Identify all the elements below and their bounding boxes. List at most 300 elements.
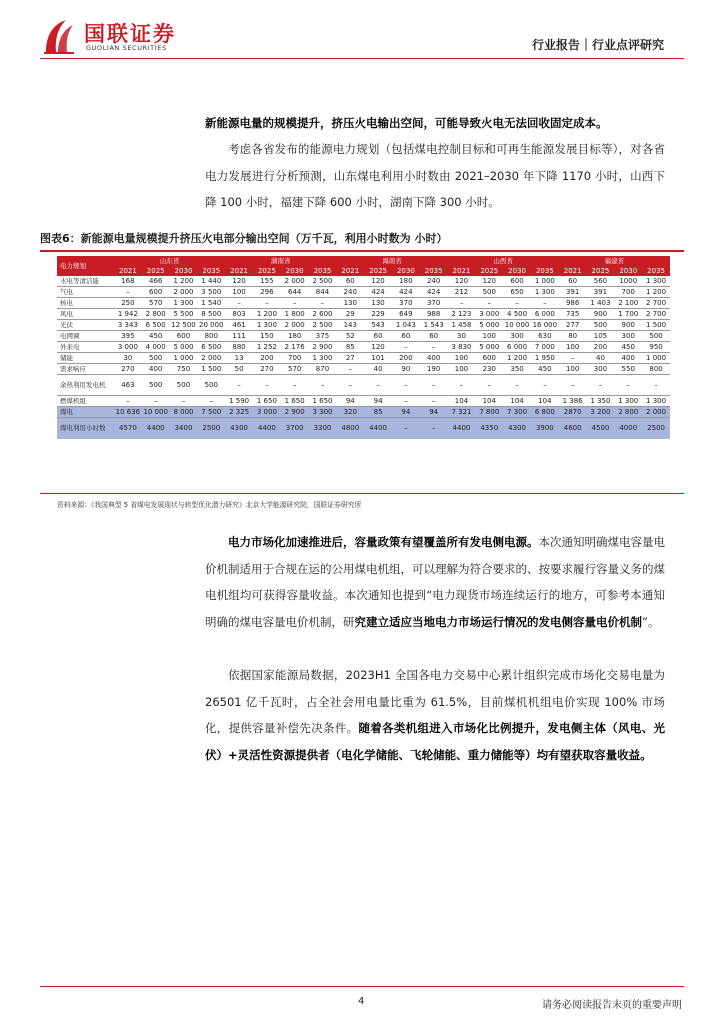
table-cell: 8 500 bbox=[197, 309, 225, 320]
table-cell: 229 bbox=[364, 309, 392, 320]
table-cell: 375 bbox=[309, 331, 337, 342]
table-cell: 4400 bbox=[142, 418, 170, 439]
table-cell: – bbox=[114, 287, 142, 298]
table-cell: 10 000 bbox=[504, 321, 530, 329]
year-header: 2035 bbox=[531, 266, 559, 276]
table-cell: 4400 bbox=[364, 418, 392, 439]
table-cell: 600 bbox=[170, 331, 198, 342]
table-row bbox=[57, 298, 670, 309]
table-cell: 6 000 bbox=[531, 309, 559, 320]
table-cell: 4 500 bbox=[503, 309, 531, 320]
table-cell: 570 bbox=[281, 364, 309, 375]
table-cell: 3400 bbox=[170, 418, 198, 439]
table-row bbox=[57, 287, 670, 298]
table-cell: 395 bbox=[114, 331, 142, 342]
row-label: 余热利用发电机 bbox=[57, 375, 114, 396]
table-cell: 29 bbox=[336, 309, 364, 320]
province-header: 山西省 bbox=[448, 256, 559, 266]
table-cell: 60 bbox=[364, 331, 392, 342]
table-cell: 6 000 bbox=[503, 342, 531, 353]
table-row bbox=[57, 364, 670, 375]
table-cell: 2 500 bbox=[309, 276, 337, 287]
table-cell: 400 bbox=[142, 364, 170, 375]
table-cell: 1 500 bbox=[642, 320, 670, 331]
table-cell: 650 bbox=[503, 287, 531, 298]
table-cell: 155 bbox=[253, 276, 281, 287]
table-cell: 2500 bbox=[197, 418, 225, 439]
table-cell: 3 000 bbox=[253, 407, 281, 418]
table-cell: 296 bbox=[253, 287, 281, 298]
table-cell: 270 bbox=[253, 364, 281, 375]
table-cell: 104 bbox=[475, 396, 503, 407]
table-cell: 5 000 bbox=[170, 342, 198, 353]
table-cell: 105 bbox=[587, 331, 615, 342]
table-cell: 4570 bbox=[114, 418, 142, 439]
table-cell: 100 bbox=[448, 353, 476, 364]
year-header: 2025 bbox=[475, 266, 503, 276]
table-cell: – bbox=[114, 396, 142, 407]
table-cell: 120 bbox=[448, 276, 476, 287]
row-label: 燃煤机组 bbox=[57, 396, 114, 407]
figure-title-rule bbox=[40, 250, 684, 252]
table-cell: 60 bbox=[559, 276, 587, 287]
figure-title: 图表6：新能源电量规模提升挤压火电部分输出空间（万千瓦，利用小时数为 小时） bbox=[40, 232, 448, 245]
table-cell: 461 bbox=[225, 320, 253, 331]
table-cell: 2 500 bbox=[309, 320, 337, 331]
table-cell: 230 bbox=[475, 364, 503, 375]
table-cell: 1 300 bbox=[642, 396, 670, 407]
table-cell: 700 bbox=[281, 353, 309, 364]
year-header: 2030 bbox=[281, 266, 309, 276]
table-cell: 1 950 bbox=[531, 353, 559, 364]
table-cell: 1 403 bbox=[587, 298, 615, 309]
table-cell: 2 600 bbox=[309, 309, 337, 320]
table-cell: 3 300 bbox=[309, 407, 337, 418]
year-header: 2025 bbox=[587, 266, 615, 276]
table-cell: 1 000 bbox=[642, 353, 670, 364]
table-cell: – bbox=[281, 298, 309, 309]
table-cell: 300 bbox=[503, 331, 531, 342]
table-cell: 1 590 bbox=[225, 396, 253, 407]
row-label: 核电 bbox=[57, 298, 114, 309]
table-cell: 85 bbox=[364, 407, 392, 418]
table-cell: 450 bbox=[142, 331, 170, 342]
table-cell: 30 bbox=[114, 353, 142, 364]
table-cell: 100 bbox=[475, 331, 503, 342]
market-paragraph-tail: ”。 bbox=[642, 614, 660, 629]
table-cell: – bbox=[225, 375, 253, 396]
table-cell: 1 440 bbox=[197, 276, 225, 287]
table-cell: 424 bbox=[392, 287, 420, 298]
table-cell: 3 000 bbox=[114, 342, 142, 353]
table-cell: 600 bbox=[142, 287, 170, 298]
table-cell: 60 bbox=[392, 331, 420, 342]
table-cell: 800 bbox=[642, 364, 670, 375]
row-label: 电网调 bbox=[57, 331, 114, 342]
year-header: 2025 bbox=[253, 266, 281, 276]
table-cell: 550 bbox=[614, 364, 642, 375]
table-cell: 130 bbox=[364, 298, 392, 309]
table-cell: – bbox=[309, 298, 337, 309]
table-cell: 1 000 bbox=[170, 353, 198, 364]
table-cell: 300 bbox=[587, 364, 615, 375]
province-header: 海南省 bbox=[336, 256, 447, 266]
table-cell: 180 bbox=[281, 331, 309, 342]
table-cell: 900 bbox=[587, 309, 615, 320]
table-cell: 350 bbox=[503, 364, 531, 375]
table-row bbox=[57, 309, 670, 320]
table-cell: 2 000 bbox=[281, 276, 309, 287]
table-cell: 2 800 bbox=[142, 309, 170, 320]
row-label: 外来电 bbox=[57, 342, 114, 353]
table-cell: 120 bbox=[225, 276, 253, 287]
table-cell: – bbox=[197, 396, 225, 407]
row-label: 煤电 bbox=[57, 407, 114, 418]
table-cell: 7 500 bbox=[197, 407, 225, 418]
table-cell: 644 bbox=[281, 287, 309, 298]
table-cell: 1 540 bbox=[197, 298, 225, 309]
row-label: 光伏 bbox=[57, 320, 114, 331]
row-label: 气电 bbox=[57, 287, 114, 298]
table-cell: 5 500 bbox=[170, 309, 198, 320]
table-cell: 200 bbox=[392, 353, 420, 364]
table-cell: 3 830 bbox=[448, 342, 476, 353]
table-cell: 1 800 bbox=[281, 309, 309, 320]
table-cell: 1 200 bbox=[642, 287, 670, 298]
market-paragraph-text: 本次通知明确煤电容量电价机制适用于合规在运的公用煤电机组，可以理解为符合要求的、按要求履行容量义务的煤电机组均可获得容量收益。本次通知也提到“电力现货市场连续运行的地方，可参考本通知明确的煤电容量电价机制，研 bbox=[205, 535, 665, 629]
table-cell: – bbox=[614, 375, 642, 396]
table-cell: 80 bbox=[559, 331, 587, 342]
table-cell: 190 bbox=[420, 364, 448, 375]
year-header: 2035 bbox=[309, 266, 337, 276]
table-cell: 2 176 bbox=[281, 342, 309, 353]
table-cell: – bbox=[225, 298, 253, 309]
page-number: 4 bbox=[358, 996, 365, 1007]
table-cell: 4350 bbox=[475, 418, 503, 439]
table-cell: – bbox=[475, 375, 503, 396]
table-cell: 94 bbox=[336, 396, 364, 407]
table-row bbox=[57, 396, 670, 407]
table-cell: 1 300 bbox=[309, 353, 337, 364]
table-cell: 2 100 bbox=[614, 298, 642, 309]
row-header-cell: 电力规划 bbox=[57, 256, 114, 276]
table-cell: 40 bbox=[364, 364, 392, 375]
table-row bbox=[57, 407, 670, 418]
table-cell: 2 000 bbox=[642, 407, 670, 418]
table-cell: – bbox=[253, 298, 281, 309]
table-cell: 803 bbox=[225, 309, 253, 320]
year-header: 2025 bbox=[364, 266, 392, 276]
year-header: 2021 bbox=[114, 266, 142, 276]
table-cell: 3300 bbox=[309, 418, 337, 439]
year-header: 2030 bbox=[614, 266, 642, 276]
table-cell: 7 800 bbox=[475, 407, 503, 418]
figure-source: 资料来源：《我国典型 5 省煤电发展现状与转型优化潜力研究》北京大学能源研究院，国联证券研究所 bbox=[57, 501, 362, 509]
table-cell: 4800 bbox=[336, 418, 364, 439]
table-cell: 4600 bbox=[559, 418, 587, 439]
table-cell: 1 350 bbox=[587, 396, 615, 407]
table-cell: 13 bbox=[225, 353, 253, 364]
disclaimer-note: 请务必阅读报告末页的重要声明 bbox=[542, 1000, 682, 1011]
province-header: 福建省 bbox=[559, 256, 670, 266]
header-divider bbox=[40, 58, 684, 59]
table-cell: 2 800 bbox=[614, 407, 642, 418]
table-row bbox=[57, 342, 670, 353]
year-header: 2030 bbox=[170, 266, 198, 276]
table-cell: – bbox=[531, 375, 559, 396]
table-cell: – bbox=[420, 375, 448, 396]
table-cell: 27 bbox=[336, 353, 364, 364]
table-cell: – bbox=[253, 375, 281, 396]
table-cell: 20 000 bbox=[199, 321, 224, 329]
table-cell: 200 bbox=[587, 342, 615, 353]
table-cell: 1 650 bbox=[253, 396, 281, 407]
table-cell: 1 300 bbox=[170, 298, 198, 309]
province-header: 湖南省 bbox=[225, 256, 336, 266]
table-cell: 2 123 bbox=[448, 309, 476, 320]
table-cell: 400 bbox=[420, 353, 448, 364]
table-cell: 2 700 bbox=[642, 298, 670, 309]
table-cell: 424 bbox=[420, 287, 448, 298]
table-cell: 7 300 bbox=[503, 407, 531, 418]
footer-divider bbox=[40, 986, 684, 987]
table-cell: 600 bbox=[475, 353, 503, 364]
trading-paragraph-emphasis: 随着各类机组进入市场化比例提升，发电侧主体（风电、光伏）+灵活性资源提供者（电化学储能、飞轮储能、重力储能等）均有望获取容量收益。 bbox=[205, 721, 666, 762]
table-cell: 130 bbox=[336, 298, 364, 309]
table-cell: 104 bbox=[531, 396, 559, 407]
table-cell: 1 386 bbox=[559, 396, 587, 407]
table-cell: 104 bbox=[503, 396, 531, 407]
table-cell: – bbox=[503, 298, 531, 309]
table-cell: 600 bbox=[503, 276, 531, 287]
table-cell: 400 bbox=[614, 353, 642, 364]
table-cell: 10 000 bbox=[143, 408, 168, 416]
table-cell: 1 543 bbox=[420, 320, 448, 331]
table-cell: 988 bbox=[420, 309, 448, 320]
table-cell: – bbox=[392, 375, 420, 396]
table-cell: 500 bbox=[587, 320, 615, 331]
year-header: 2021 bbox=[336, 266, 364, 276]
table-cell: 870 bbox=[309, 364, 337, 375]
table-cell: – bbox=[448, 298, 476, 309]
table-cell: 60 bbox=[420, 331, 448, 342]
table-row bbox=[57, 276, 670, 287]
table-cell: 1 500 bbox=[197, 364, 225, 375]
year-header: 2030 bbox=[503, 266, 531, 276]
table-cell: 4300 bbox=[225, 418, 253, 439]
year-header-row bbox=[57, 266, 670, 276]
guolian-logo-icon bbox=[40, 16, 80, 56]
year-header: 2035 bbox=[642, 266, 670, 276]
table-row bbox=[57, 320, 670, 331]
intro-headline bbox=[205, 110, 665, 137]
table-cell: – bbox=[642, 375, 670, 396]
table-cell: 1000 bbox=[614, 276, 642, 287]
table-cell: – bbox=[392, 418, 420, 439]
table-cell: 120 bbox=[364, 276, 392, 287]
table-row bbox=[57, 375, 670, 396]
year-header: 2021 bbox=[559, 266, 587, 276]
table-cell: 370 bbox=[392, 298, 420, 309]
table-cell: 500 bbox=[142, 353, 170, 364]
table-cell: 277 bbox=[559, 320, 587, 331]
table-cell: 240 bbox=[420, 276, 448, 287]
table-cell: 168 bbox=[114, 276, 142, 287]
table-cell: 4400 bbox=[448, 418, 476, 439]
table-cell: 85 bbox=[336, 342, 364, 353]
table-cell: – bbox=[420, 396, 448, 407]
table-cell: 3 200 bbox=[587, 407, 615, 418]
table-cell: 735 bbox=[559, 309, 587, 320]
row-label: 风电 bbox=[57, 309, 114, 320]
table-cell: – bbox=[170, 396, 198, 407]
table-cell: 1 458 bbox=[448, 320, 476, 331]
table-cell: – bbox=[531, 298, 559, 309]
power-plan-table bbox=[57, 256, 670, 439]
table-cell: 500 bbox=[642, 331, 670, 342]
table-cell: – bbox=[364, 375, 392, 396]
table-cell: 450 bbox=[531, 364, 559, 375]
year-header: 2035 bbox=[420, 266, 448, 276]
table-cell: – bbox=[503, 375, 531, 396]
table-cell: 2 000 bbox=[281, 320, 309, 331]
table-cell: 1 700 bbox=[614, 309, 642, 320]
table-cell: 52 bbox=[336, 331, 364, 342]
table-cell: 1 043 bbox=[392, 320, 420, 331]
table-cell: 463 bbox=[114, 375, 142, 396]
table-cell: 100 bbox=[448, 364, 476, 375]
table-cell: 100 bbox=[559, 342, 587, 353]
table-cell: 450 bbox=[614, 342, 642, 353]
table-cell: 2500 bbox=[642, 418, 670, 439]
table-cell: 150 bbox=[253, 331, 281, 342]
table-cell: 104 bbox=[448, 396, 476, 407]
table-cell: 466 bbox=[142, 276, 170, 287]
table-cell: 500 bbox=[142, 375, 170, 396]
table-cell: 543 bbox=[364, 320, 392, 331]
trading-paragraph-text: 依据国家能源局数据，2023H1 全国各电力交易中心累计组织完成市场化交易电量为 26501 亿千瓦时，占全社会用电量比重为 61.5%，目前煤机机组电价实现 100% 市场化，提供容量补偿先决条件。 bbox=[205, 668, 665, 735]
table-cell: 424 bbox=[364, 287, 392, 298]
table-cell: 240 bbox=[336, 287, 364, 298]
table-cell: 370 bbox=[420, 298, 448, 309]
table-cell: 3 000 bbox=[475, 309, 503, 320]
table-cell: 120 bbox=[364, 342, 392, 353]
table-cell: 6 800 bbox=[531, 407, 559, 418]
table-cell: 1 300 bbox=[642, 276, 670, 287]
table-cell: 40 bbox=[587, 353, 615, 364]
table-cell: 500 bbox=[197, 375, 225, 396]
table-cell: 7 000 bbox=[531, 342, 559, 353]
table-cell: 2 700 bbox=[642, 309, 670, 320]
table-cell: 4400 bbox=[253, 418, 281, 439]
table-cell: – bbox=[420, 418, 448, 439]
table-cell: 212 bbox=[448, 287, 476, 298]
year-header: 2025 bbox=[142, 266, 170, 276]
table-cell: 2 900 bbox=[309, 342, 337, 353]
table-cell: 111 bbox=[225, 331, 253, 342]
table-cell: 60 bbox=[336, 276, 364, 287]
table-cell: 4 000 bbox=[142, 342, 170, 353]
row-label: 需求响应 bbox=[57, 364, 114, 375]
table-cell: 3700 bbox=[281, 418, 309, 439]
table-cell: – bbox=[420, 342, 448, 353]
table-cell: 120 bbox=[475, 276, 503, 287]
year-header: 2035 bbox=[197, 266, 225, 276]
table-cell: – bbox=[281, 375, 309, 396]
table-cell: 12 500 bbox=[171, 321, 196, 329]
table-cell: 560 bbox=[587, 276, 615, 287]
table-cell: 900 bbox=[614, 320, 642, 331]
row-label: 煤电利用小时数 bbox=[57, 418, 114, 439]
table-cell: 250 bbox=[114, 298, 142, 309]
table-cell: 200 bbox=[253, 353, 281, 364]
table-cell: 94 bbox=[364, 396, 392, 407]
table-cell: 2 000 bbox=[197, 353, 225, 364]
table-cell: 500 bbox=[475, 287, 503, 298]
year-header: 2021 bbox=[448, 266, 476, 276]
table-cell: 30 bbox=[448, 331, 476, 342]
table-cell: 180 bbox=[392, 276, 420, 287]
intro-headline-text: 新能源电量的规模提升，挤压火电输出空间，可能导致火电无法回收固定成本。 bbox=[205, 116, 608, 130]
table-cell: 1 650 bbox=[281, 396, 309, 407]
table-cell: – bbox=[309, 375, 337, 396]
table-cell: 90 bbox=[392, 364, 420, 375]
table-cell: 700 bbox=[614, 287, 642, 298]
table-cell: 880 bbox=[225, 342, 253, 353]
page-header bbox=[0, 0, 724, 64]
table-cell: 3 343 bbox=[114, 320, 142, 331]
table-cell: 1 942 bbox=[114, 309, 142, 320]
table-cell: 101 bbox=[364, 353, 392, 364]
table-cell: 950 bbox=[642, 342, 670, 353]
table-cell: 1 200 bbox=[253, 309, 281, 320]
table-cell: 94 bbox=[392, 407, 420, 418]
table-cell: – bbox=[559, 375, 587, 396]
table-cell: 1 252 bbox=[253, 342, 281, 353]
table-cell: 1 300 bbox=[531, 287, 559, 298]
table-cell: 3900 bbox=[531, 418, 559, 439]
table-cell: 4000 bbox=[614, 418, 642, 439]
row-label: 水电等清洁能 bbox=[57, 276, 114, 287]
table-row bbox=[57, 353, 670, 364]
year-header: 2021 bbox=[225, 266, 253, 276]
table-cell: 6 500 bbox=[142, 320, 170, 331]
table-cell: 1 650 bbox=[309, 396, 337, 407]
table-cell: – bbox=[142, 396, 170, 407]
table-cell: 1 300 bbox=[253, 320, 281, 331]
table-cell: – bbox=[392, 342, 420, 353]
table-cell: 4500 bbox=[587, 418, 615, 439]
table-cell: 1 200 bbox=[170, 276, 198, 287]
table-cell: 391 bbox=[559, 287, 587, 298]
province-header: 山东省 bbox=[114, 256, 225, 266]
table-cell: 750 bbox=[170, 364, 198, 375]
table-cell: 16 000 bbox=[532, 321, 558, 329]
table-cell: 5 000 bbox=[475, 342, 503, 353]
row-label: 储能 bbox=[57, 353, 114, 364]
table-cell: 320 bbox=[336, 407, 364, 418]
table-cell: 1 300 bbox=[614, 396, 642, 407]
table-cell: 391 bbox=[587, 287, 615, 298]
table-cell: 8 000 bbox=[170, 407, 198, 418]
table-cell: 5 000 bbox=[475, 320, 503, 331]
table-cell: 100 bbox=[559, 364, 587, 375]
table-cell: 300 bbox=[614, 331, 642, 342]
table-cell: 6 500 bbox=[197, 342, 225, 353]
table-cell: 2870 bbox=[559, 407, 587, 418]
market-paragraph-lead: 电力市场化加速推进后，容量政策有望覆盖所有发电侧电源。 bbox=[228, 535, 539, 549]
table-cell: 1 000 bbox=[531, 276, 559, 287]
